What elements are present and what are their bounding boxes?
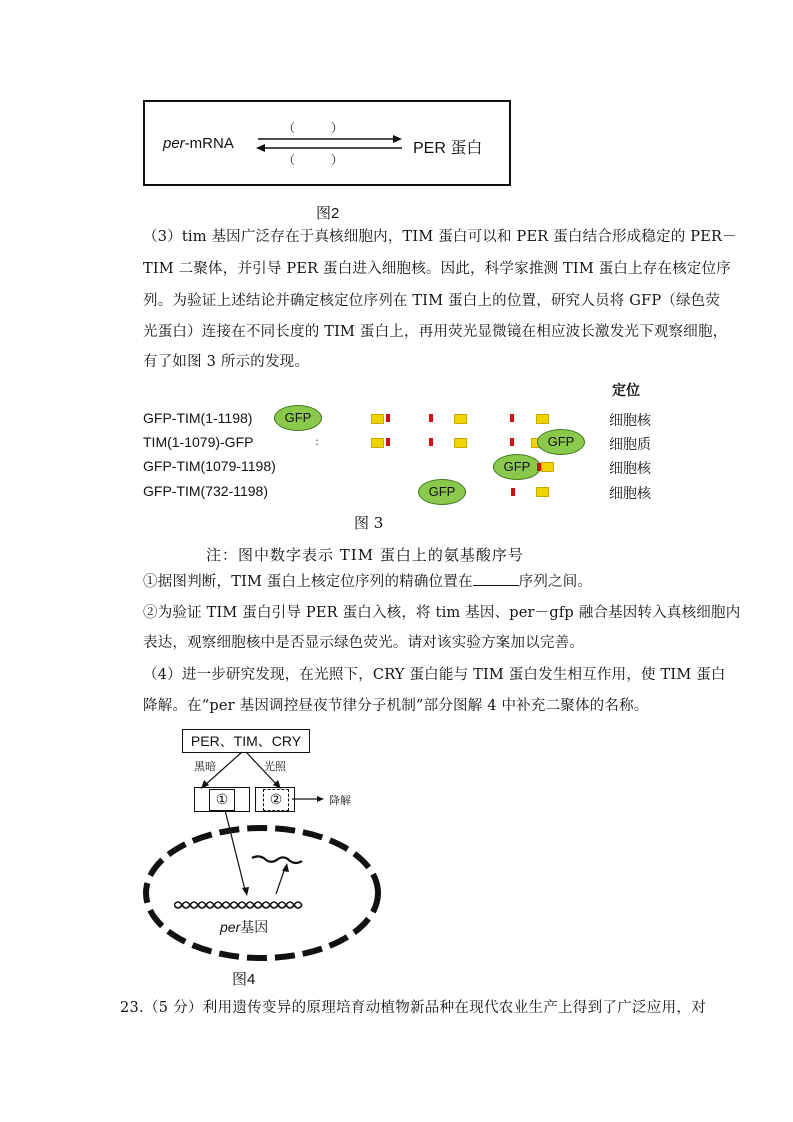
fig3-row-label: GFP-TIM(1-1198): [143, 410, 253, 426]
fig2-top-paren: （ ）: [283, 121, 348, 135]
tim-segment-yellow: [454, 438, 467, 448]
fig3-header: 定位: [612, 383, 640, 399]
tim-segment-yellow: [541, 462, 554, 472]
fig4-caption: 图4: [232, 971, 256, 988]
gfp-tag: GFP: [537, 429, 585, 455]
q3-item-2-line-1: ②为验证 TIM 蛋白引导 PER 蛋白入核，将 tim 基因、per－gfp 融合基因转入真核细胞内: [143, 605, 741, 621]
q4-line-1: （4）进一步研究发现，在光照下，CRY 蛋白能与 TIM 蛋白发生相互作用，使 TIM 蛋白: [143, 667, 726, 683]
fig3-row-location: 细胞核: [609, 486, 651, 502]
tim-segment-red: [386, 438, 390, 446]
fig4-top-box: PER、TIM、CRY: [182, 729, 310, 753]
fig4-box-1-label: ①: [209, 789, 235, 811]
tim-segment-yellow: [371, 438, 384, 448]
tim-segment-red: [510, 438, 514, 446]
fig3-caption: 图 3: [354, 514, 384, 532]
tim-segment-red: [386, 414, 390, 422]
fig2-left-label: [163, 135, 234, 152]
fig2-right-label: PER 蛋白: [413, 140, 483, 157]
answer-blank[interactable]: [473, 571, 519, 586]
fig3-row-location: 细胞核: [609, 413, 651, 429]
tim-segment-red: [429, 414, 433, 422]
q3-line-2: TIM 二聚体，并引导 PER 蛋白进入细胞核。因此，科学家推测 TIM 蛋白上存在核定位序: [143, 261, 731, 277]
fig3-row-label: GFP-TIM(732-1198): [143, 483, 268, 499]
fig3-colon-mark: :: [315, 434, 320, 448]
fig4-dna-helix: [174, 897, 306, 913]
fig4-box-1: [194, 787, 250, 812]
fig2-bottom-paren: （ ）: [283, 153, 348, 167]
fig4-box-2: [255, 787, 295, 812]
fig4-dark-label: 黑暗: [194, 761, 216, 773]
fig4-gene-label: [220, 917, 268, 937]
q3-line-5: 有了如图 3 所示的发现。: [143, 354, 310, 370]
q23-line: 23.（5 分）利用遗传变异的原理培育动植物新品种在现代农业生产上得到了广泛应用，对: [120, 1000, 706, 1016]
tim-segment-red: [511, 488, 515, 496]
q3-item-1-before: ①据图判断，TIM 蛋白上核定位序列的精确位置在: [143, 574, 473, 590]
fig3-row-location: 细胞质: [609, 437, 651, 453]
gfp-tag: GFP: [274, 405, 322, 431]
fig4-nucleus: [136, 815, 388, 965]
fig4-gene-italic: per: [220, 919, 241, 935]
tim-segment-yellow: [536, 414, 549, 424]
fig4-light-label: 光照: [264, 761, 286, 773]
fig4-box-2-label: ②: [263, 789, 289, 811]
tim-segment-red: [510, 414, 514, 422]
tim-segment-yellow: [454, 414, 467, 424]
fig4-degrade-label: 降解: [329, 795, 351, 807]
tim-segment-yellow: [536, 487, 549, 497]
fig2-left-suffix: -mRNA: [184, 135, 234, 152]
q3-line-1: （3）tim 基因广泛存在于真核细胞内，TIM 蛋白可以和 PER 蛋白结合形成稳定的 PER－: [143, 229, 737, 245]
fig2-left-italic: per: [163, 135, 185, 152]
fig4-gene-suffix: 基因: [240, 919, 269, 935]
q3-item-2-line-2: 表达，观察细胞核中是否显示绿色荧光。请对该实验方案加以完善。: [143, 635, 584, 651]
q3-item-1-after: 序列之间。: [518, 574, 593, 590]
fig3-note: 注：图中数字表示 TIM 蛋白上的氨基酸序号: [206, 546, 524, 564]
q3-line-4: 光蛋白）连接在不同长度的 TIM 蛋白上，再用荧光显微镜在相应波长激发光下观察细胞，: [143, 324, 728, 340]
tim-segment-red: [429, 438, 433, 446]
gfp-tag: GFP: [418, 479, 466, 505]
gfp-tag: GFP: [493, 454, 541, 480]
fig3-row-label: GFP-TIM(1079-1198): [143, 458, 276, 474]
q3-line-3: 列。为验证上述结论并确定核定位序列在 TIM 蛋白上的位置，研究人员将 GFP（绿色荧: [143, 293, 721, 309]
fig3-row-label: TIM(1-1079)-GFP: [143, 434, 254, 450]
fig2-caption: 图2: [316, 205, 340, 222]
tim-segment-yellow: [371, 414, 384, 424]
fig3-row-location: 细胞核: [609, 461, 651, 477]
q3-item-1: [143, 571, 592, 593]
q4-line-2: 降解。在“per 基因调控昼夜节律分子机制”部分图解 4 中补充二聚体的名称。: [143, 698, 649, 714]
